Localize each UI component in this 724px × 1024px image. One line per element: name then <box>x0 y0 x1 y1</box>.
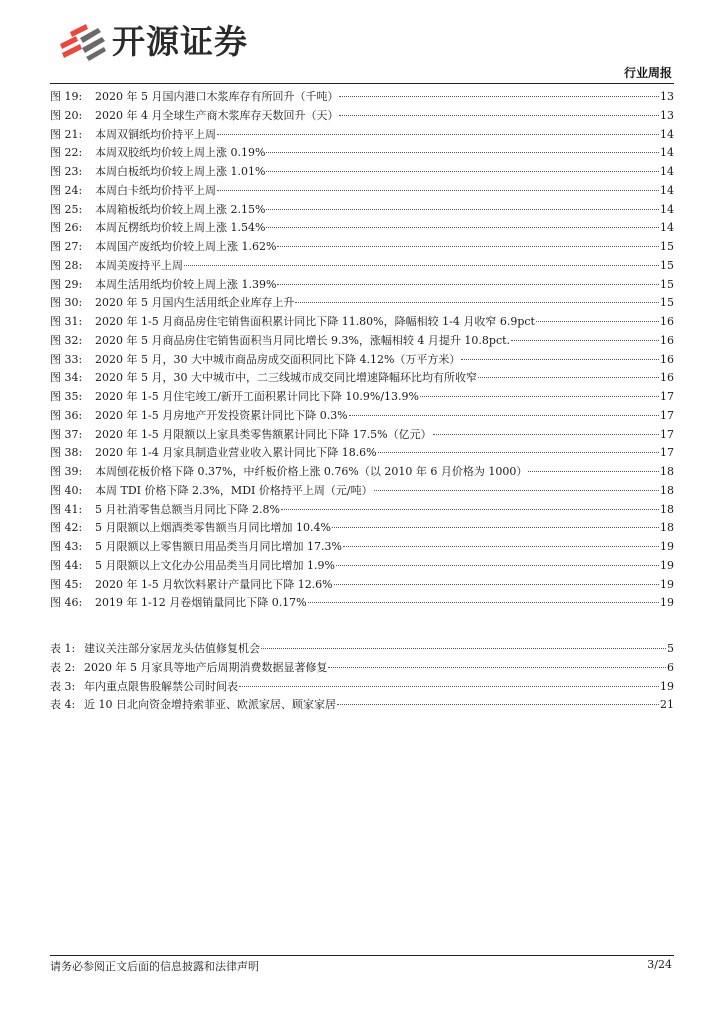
entry-label: 图 23: <box>50 165 83 178</box>
entry-page-number: 18 <box>660 521 674 535</box>
footer-divider <box>50 955 674 956</box>
figure-entry[interactable] <box>50 463 674 482</box>
entry-label: 图 21: <box>50 127 83 141</box>
entry-label: 图 25: <box>50 202 83 216</box>
dot-leader <box>343 546 659 547</box>
entry-label: 图 33: <box>50 352 83 366</box>
entry-label: 图 19: <box>50 90 83 103</box>
entry-label: 图 24: <box>50 183 83 197</box>
entry-title: 5 月限额以上零售额日用品类当月同比增加 17.3% <box>95 540 342 553</box>
entry-page-number: 14 <box>660 202 674 216</box>
entry-page-number: 16 <box>660 333 674 347</box>
entry-title: 2020 年 1-4 月家具制造业营业收入累计同比下降 18.6% <box>95 446 377 460</box>
figure-entry[interactable] <box>50 369 674 388</box>
entry-label: 图 20: <box>50 108 83 122</box>
dot-leader <box>184 265 659 266</box>
brand-logo <box>56 22 248 62</box>
figure-entry[interactable] <box>50 332 674 351</box>
figure-entry[interactable] <box>50 444 674 463</box>
entry-page-number: 19 <box>660 558 674 572</box>
dot-leader <box>328 667 666 668</box>
entry-label: 图 38: <box>50 446 83 460</box>
entry-title: 本周双铜纸均价持平上周 <box>95 127 216 141</box>
dot-leader <box>332 527 659 528</box>
dot-leader <box>339 96 659 97</box>
header-divider <box>50 83 674 84</box>
entry-title: 2020 年 1-5 月房地产开发投资累计同比下降 0.3% <box>95 408 348 422</box>
dot-leader <box>478 377 659 378</box>
dot-leader <box>266 152 659 153</box>
entry-title: 5 月限额以上文化办公用品类当月同比增加 1.9% <box>95 558 335 572</box>
entry-title: 本周刨花板价格下降 0.37%，中纤板价格上涨 0.76%（以 2010 年 6 月价格为 1000） <box>95 465 528 478</box>
dot-leader <box>261 648 666 649</box>
figure-entry[interactable] <box>50 313 674 332</box>
figure-entry[interactable] <box>50 426 674 445</box>
dot-leader <box>334 584 659 585</box>
figure-entry[interactable] <box>50 351 674 370</box>
entry-title: 2020 年 5 月商品房住宅销售面积当月同比增长 9.3%，涨幅相较 4 月提升 10.8pct. <box>95 333 511 347</box>
entry-label: 表 3: <box>50 679 76 693</box>
entry-label: 图 31: <box>50 315 83 328</box>
entry-title: 2020 年 1-5 月商品房住宅销售面积累计同比下降 11.80%，降幅相较 1-4 月收窄 6.9pct <box>95 315 535 328</box>
figure-entry[interactable] <box>50 238 674 257</box>
figure-entry[interactable] <box>50 519 674 538</box>
entry-page-number: 21 <box>660 698 674 712</box>
figure-entry[interactable] <box>50 501 674 520</box>
entry-page-number: 5 <box>667 642 674 655</box>
entry-page-number: 17 <box>660 427 674 441</box>
dot-leader <box>295 302 659 303</box>
entry-label: 图 41: <box>50 502 83 516</box>
dot-leader <box>433 434 659 435</box>
dot-leader <box>266 209 659 210</box>
entry-page-number: 14 <box>660 165 674 178</box>
dot-leader <box>217 190 659 191</box>
entry-title: 5 月社消零售总额当月同比下降 2.8% <box>95 502 280 516</box>
entry-page-number: 19 <box>660 577 674 591</box>
figure-entry[interactable] <box>50 182 674 201</box>
dot-leader <box>461 359 659 360</box>
figure-entry[interactable] <box>50 219 674 238</box>
table-entry[interactable] <box>50 659 674 678</box>
entry-title: 2020 年 1-5 月住宅竣工/新开工面积累计同比下降 10.9%/13.9% <box>95 390 419 403</box>
entry-page-number: 13 <box>660 90 674 103</box>
entry-label: 图 35: <box>50 390 83 403</box>
entry-page-number: 16 <box>660 315 674 328</box>
entry-title: 本周生活用纸均价较上周上涨 1.39% <box>95 277 277 291</box>
entry-page-number: 15 <box>660 240 674 253</box>
entry-label: 图 39: <box>50 465 83 478</box>
entry-page-number: 19 <box>660 679 674 693</box>
entry-title: 建议关注部分家居龙头估值修复机会 <box>84 642 260 655</box>
figure-entry[interactable] <box>50 88 674 107</box>
figure-entry[interactable] <box>50 407 674 426</box>
entry-title: 本周白板纸均价较上周上涨 1.01% <box>95 165 266 178</box>
dot-leader <box>511 340 659 341</box>
entry-label: 图 32: <box>50 333 83 347</box>
table-entry[interactable] <box>50 640 674 659</box>
dot-leader <box>420 396 659 397</box>
entry-title: 本周箱板纸均价较上周上涨 2.15% <box>95 202 266 216</box>
entry-label: 图 44: <box>50 558 83 572</box>
table-entry[interactable] <box>50 678 674 697</box>
entry-label: 表 2: <box>50 660 76 674</box>
dot-leader <box>337 704 659 705</box>
entry-title: 本周美废持平上周 <box>95 258 183 272</box>
entry-label: 图 43: <box>50 540 83 553</box>
entry-title: 5 月限额以上烟酒类零售额当月同比增加 10.4% <box>95 521 331 535</box>
entry-page-number: 14 <box>660 146 674 160</box>
entry-page-number: 14 <box>660 127 674 141</box>
dot-leader <box>281 509 659 510</box>
figure-entry[interactable] <box>50 126 674 145</box>
entry-title: 近 10 日北向资金增持索菲亚、欧派家居、顾家家居 <box>84 698 336 712</box>
entry-page-number: 15 <box>660 296 674 310</box>
entry-title: 2020 年 5 月国内生活用纸企业库存上升 <box>95 296 295 310</box>
entry-title: 2020 年 1-5 月限额以上家具类零售额累计同比下降 17.5%（亿元） <box>95 427 432 441</box>
entry-label: 图 42: <box>50 521 83 535</box>
entry-page-number: 15 <box>660 258 674 272</box>
entry-page-number: 17 <box>660 390 674 403</box>
figure-entry[interactable] <box>50 594 674 613</box>
figure-entry[interactable] <box>50 163 674 182</box>
dot-leader <box>528 471 659 472</box>
entry-page-number: 6 <box>667 660 674 674</box>
entry-page-number: 16 <box>660 371 674 385</box>
entry-page-number: 19 <box>660 596 674 610</box>
dot-leader <box>378 452 659 453</box>
entry-label: 图 46: <box>50 596 83 610</box>
entry-page-number: 14 <box>660 221 674 235</box>
figure-entry[interactable] <box>50 144 674 163</box>
entry-page-number: 15 <box>660 277 674 291</box>
entry-title: 2020 年 5 月家具等地产后周期消费数据显著修复 <box>84 660 328 674</box>
entry-page-number: 13 <box>660 108 674 122</box>
entry-title: 年内重点限售股解禁公司时间表 <box>84 679 238 693</box>
dot-leader <box>308 602 659 603</box>
entry-page-number: 17 <box>660 408 674 422</box>
dot-leader <box>277 284 659 285</box>
dot-leader <box>336 565 659 566</box>
entry-title: 本周白卡纸均价持平上周 <box>95 183 216 197</box>
dot-leader <box>536 321 659 322</box>
dot-leader <box>349 415 659 416</box>
entry-label: 表 4: <box>50 698 76 712</box>
entry-label: 图 26: <box>50 221 83 235</box>
entry-page-number: 14 <box>660 183 674 197</box>
entry-page-number: 18 <box>660 465 674 478</box>
entry-title: 本周 TDI 价格下降 2.3%，MDI 价格持平上周（元/吨） <box>95 483 373 497</box>
figure-entry[interactable] <box>50 294 674 313</box>
entry-label: 图 34: <box>50 371 83 385</box>
brand-name: 开源证券 <box>112 22 248 61</box>
figure-entry[interactable] <box>50 257 674 276</box>
figure-index <box>50 88 674 613</box>
figure-entry[interactable] <box>50 201 674 220</box>
page-number: 3/24 <box>647 958 672 971</box>
dot-leader <box>374 490 659 491</box>
entry-page-number: 18 <box>660 483 674 497</box>
report-type: 行业周报 <box>623 66 672 80</box>
entry-label: 图 22: <box>50 146 83 160</box>
entry-title: 2020 年 1-5 月软饮料累计产量同比下降 12.6% <box>95 577 333 591</box>
entry-label: 表 1: <box>50 642 76 655</box>
entry-title: 2020 年 4 月全球生产商木浆库存天数回升（天） <box>95 108 339 122</box>
entry-label: 图 27: <box>50 240 83 253</box>
entry-label: 图 28: <box>50 258 83 272</box>
figure-entry[interactable] <box>50 576 674 595</box>
entry-label: 图 30: <box>50 296 83 310</box>
dot-leader <box>266 227 659 228</box>
figure-entry[interactable] <box>50 538 674 557</box>
entry-label: 图 40: <box>50 483 83 497</box>
entry-title: 2019 年 1-12 月卷烟销量同比下降 0.17% <box>95 596 307 610</box>
figure-entry[interactable] <box>50 107 674 126</box>
entry-page-number: 16 <box>660 352 674 366</box>
entry-label: 图 36: <box>50 408 83 422</box>
entry-title: 本周国产废纸均价较上周上涨 1.62% <box>95 240 277 253</box>
figure-entry[interactable] <box>50 388 674 407</box>
table-entry[interactable] <box>50 696 674 715</box>
entry-label: 图 37: <box>50 427 83 441</box>
entry-title: 本周双胶纸均价较上周上涨 0.19% <box>95 146 266 160</box>
dot-leader <box>339 115 659 116</box>
disclaimer-note: 请务必参阅正文后面的信息披露和法律声明 <box>50 960 259 973</box>
entry-label: 图 45: <box>50 577 83 591</box>
entry-title: 本周瓦楞纸均价较上周上涨 1.54% <box>95 221 266 235</box>
figure-entry[interactable] <box>50 276 674 295</box>
dot-leader <box>217 134 659 135</box>
entry-page-number: 17 <box>660 446 674 460</box>
brand-mark-icon <box>56 22 108 62</box>
entry-label: 图 29: <box>50 277 83 291</box>
table-index <box>50 640 674 715</box>
figure-entry[interactable] <box>50 557 674 576</box>
figure-entry[interactable] <box>50 482 674 501</box>
dot-leader <box>239 686 659 687</box>
entry-title: 2020 年 5 月国内港口木浆库存有所回升（千吨） <box>95 90 339 103</box>
entry-page-number: 19 <box>660 540 674 553</box>
dot-leader <box>277 246 659 247</box>
entry-title: 2020 年 5 月，30 大中城市商品房成交面积同比下降 4.12%（万平方米） <box>95 352 461 366</box>
entry-title: 2020 年 5 月，30 大中城市中，二三线城市成交同比增速降幅环比均有所收窄 <box>95 371 477 385</box>
page-header <box>0 0 724 90</box>
entry-page-number: 18 <box>660 502 674 516</box>
dot-leader <box>266 171 659 172</box>
